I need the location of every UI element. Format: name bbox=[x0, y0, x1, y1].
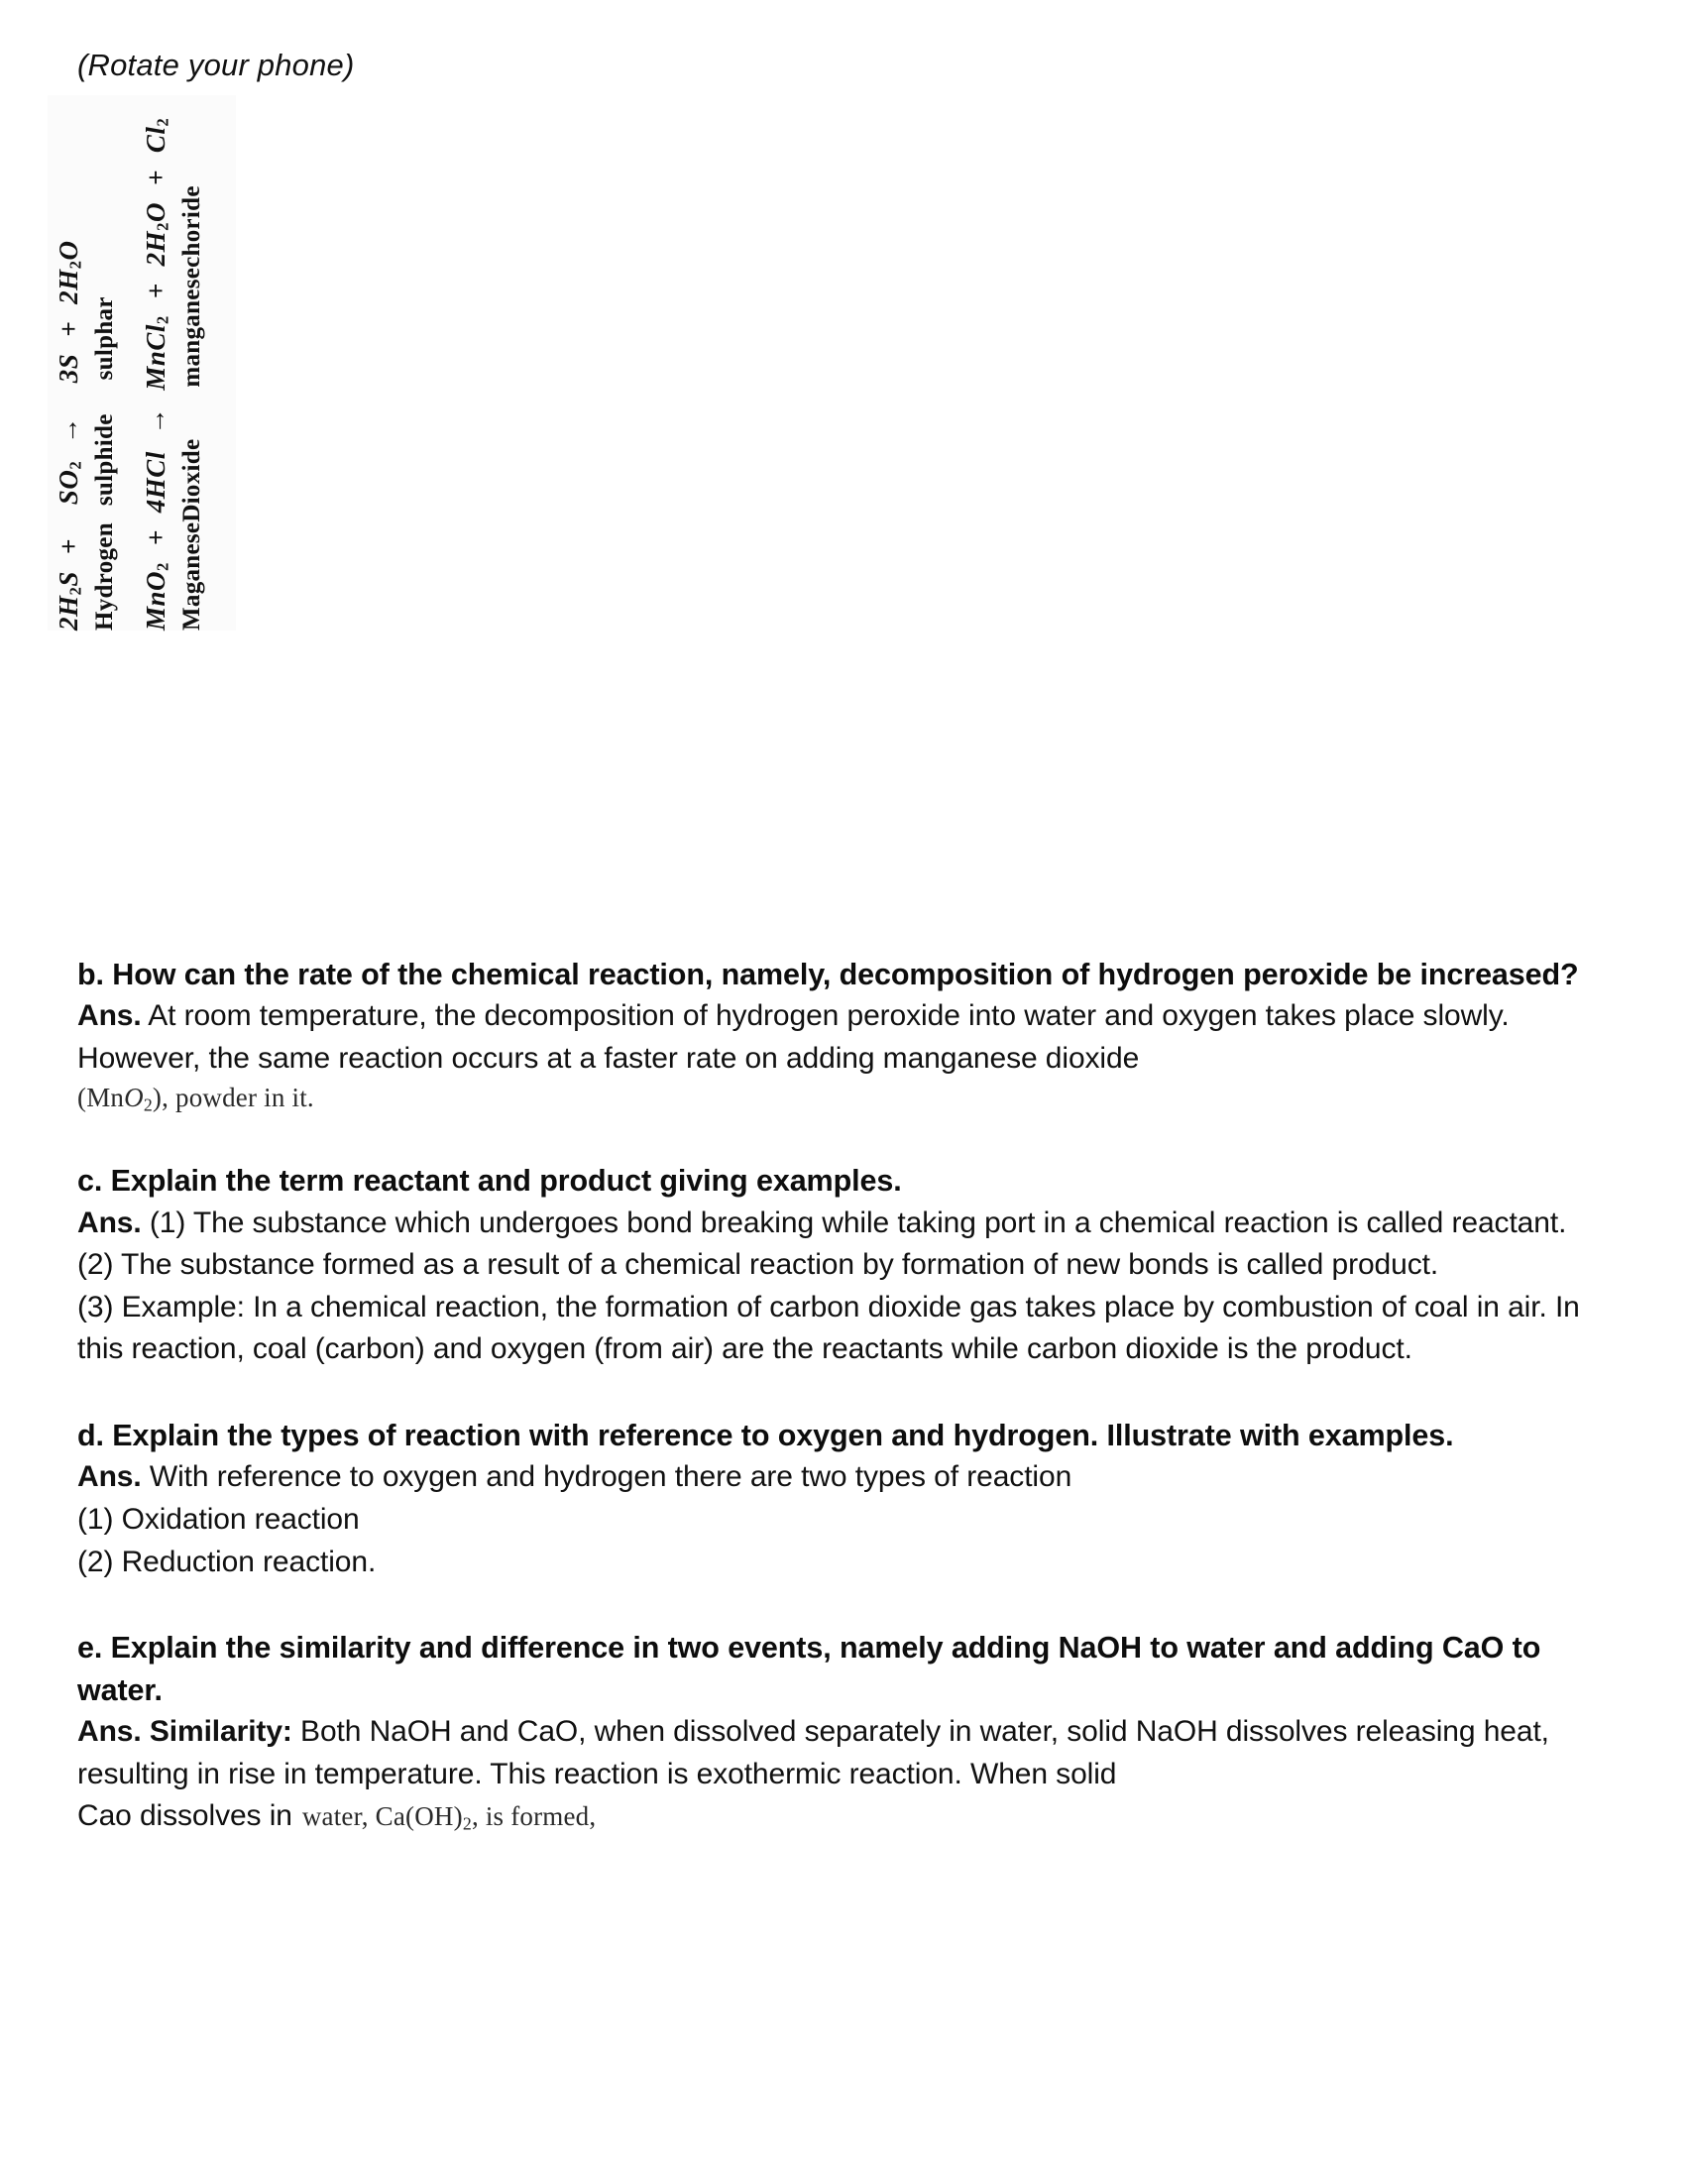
reaction-1-product-1: 3S bbox=[54, 353, 83, 384]
answer-d-text-1: With reference to oxygen and hydrogen there are two types of reaction bbox=[141, 1460, 1072, 1494]
reaction-1-product-2b: O bbox=[54, 240, 83, 261]
reaction-2-plus-3: + bbox=[141, 170, 170, 185]
answer-c-label: Ans. bbox=[77, 1206, 142, 1239]
answer-b-formula-sub: 2 bbox=[143, 1094, 153, 1115]
reaction-1-reactant-1-sub: 2 bbox=[65, 586, 85, 596]
reaction-2-names bbox=[178, 185, 206, 631]
answer-c-part-3: (3) Example: In a chemical reaction, the formation of carbon dioxide gas takes place by combustion of coal in air. In this reaction, coal (carbon) and oxygen (from air) are the reactants while carbon dioxide is the product. bbox=[77, 1290, 1580, 1366]
answer-b-formula-close: ), powder in it. bbox=[152, 1082, 314, 1112]
answer-e-text bbox=[77, 1711, 1609, 1795]
reaction-2-plus-1: + bbox=[141, 529, 170, 546]
reaction-1-name-1: Hydrogen bbox=[91, 522, 118, 631]
answer-e-formula bbox=[302, 1799, 596, 1836]
answer-e-formula-sub: 2 bbox=[462, 1813, 472, 1834]
question-e: e. Explain the similarity and difference in two events, namely adding NaOH to water and adding CaO to water. bbox=[77, 1631, 1541, 1707]
answer-e-last-line bbox=[77, 1795, 1609, 1838]
answer-b bbox=[77, 995, 1609, 1080]
answer-d-part-1 bbox=[77, 1456, 1609, 1499]
reaction-2-name-1: MaganeseDioxide bbox=[178, 438, 205, 631]
reaction-1-plus-1: + bbox=[54, 538, 83, 555]
answer-d-part-3: (2) Reduction reaction. bbox=[77, 1545, 377, 1578]
reaction-2-reactant-2: 4HCl bbox=[141, 451, 170, 514]
section-d bbox=[77, 1415, 1609, 1583]
reaction-2-plus-2: + bbox=[141, 283, 170, 299]
rotated-equation-block bbox=[48, 95, 236, 631]
answer-e-formula-open: ( bbox=[405, 1801, 415, 1832]
section-b bbox=[77, 954, 1609, 1116]
question-c: c. Explain the term reactant and product giving examples. bbox=[77, 1164, 902, 1199]
answer-e-formula-text-1: water, Ca bbox=[301, 1801, 406, 1832]
reaction-2-product-1: MnCl bbox=[141, 324, 170, 391]
reaction-2-formula bbox=[141, 118, 173, 631]
answer-e-label: Ans. Similarity: bbox=[77, 1714, 292, 1748]
reaction-1-arrow-icon: → bbox=[54, 416, 83, 444]
reaction-2-reactant-1: MnO bbox=[141, 570, 170, 631]
section-c bbox=[77, 1160, 1609, 1371]
answer-d-label: Ans. bbox=[77, 1460, 142, 1494]
section-e bbox=[77, 1627, 1609, 1838]
answer-b-formula bbox=[77, 1081, 1609, 1117]
answer-e-formula-oh: OH bbox=[414, 1801, 454, 1832]
reaction-1-name-2: sulphide bbox=[91, 413, 118, 507]
answer-e-formula-close: ) bbox=[453, 1801, 463, 1832]
answer-b-text: At room temperature, the decomposition of hydrogen peroxide into water and oxygen takes place slowly. However, the same reaction occurs at a faster rate on adding manganese dioxide bbox=[77, 999, 1510, 1075]
reaction-1-reactant-2-sub: 2 bbox=[65, 460, 85, 470]
reaction-1-plus-2: + bbox=[54, 320, 83, 337]
reaction-2-name-2: manganesechoride bbox=[178, 185, 205, 388]
reaction-2-reactant-1-sub: 2 bbox=[153, 562, 172, 571]
reaction-1-reactant-2: SO bbox=[54, 469, 83, 506]
question-d: d. Explain the types of reaction with reference to oxygen and hydrogen. Illustrate with examples. bbox=[77, 1418, 1454, 1452]
answer-e-formula-text-2: , is formed, bbox=[471, 1801, 597, 1832]
answer-b-formula-open: (Mn bbox=[77, 1082, 125, 1112]
reaction-2-product-2-sub: 2 bbox=[153, 221, 172, 231]
reaction-2-product-3-sub: 2 bbox=[153, 117, 172, 127]
reaction-1-reactant-1: 2H bbox=[54, 595, 83, 631]
answers-content bbox=[77, 954, 1609, 1838]
reaction-1-names bbox=[91, 296, 119, 631]
reaction-2-product-3: Cl bbox=[141, 126, 170, 154]
reaction-2-product-2: 2H bbox=[141, 230, 170, 267]
answer-e-tail: Cao dissolves in bbox=[77, 1799, 292, 1833]
reaction-2-arrow-icon: → bbox=[141, 406, 170, 435]
reaction-2-product-1-sub: 2 bbox=[153, 315, 172, 325]
answer-b-formula-o: O bbox=[124, 1082, 144, 1112]
reaction-1-reactant-1b: S bbox=[54, 571, 83, 587]
answer-c-part-1 bbox=[77, 1203, 1609, 1245]
reaction-1-name-3: sulphar bbox=[91, 296, 118, 381]
answer-c-text-1: (1) The substance which undergoes bond breaking while taking port in a chemical reaction is called reactant. bbox=[141, 1206, 1567, 1239]
reaction-1-formula bbox=[54, 240, 86, 631]
answer-e-body: Both NaOH and CaO, when dissolved separately in water, solid NaOH dissolves releasing heat, resulting in rise in temperature. This reaction is exothermic reaction. When solid bbox=[77, 1714, 1549, 1790]
answer-c-part-2: (2) The substance formed as a result of a chemical reaction by formation of new bonds is called product. bbox=[77, 1248, 1439, 1282]
rotate-phone-note: (Rotate your phone) bbox=[77, 48, 355, 82]
reaction-1-product-2: 2H bbox=[54, 269, 83, 304]
rotated-equation-canvas bbox=[48, 95, 236, 631]
reaction-2-product-2b: O bbox=[141, 201, 170, 222]
question-b: b. How can the rate of the chemical reaction, namely, decomposition of hydrogen peroxide be increased? bbox=[77, 958, 1579, 991]
answer-b-label: Ans. bbox=[77, 999, 142, 1033]
reaction-1-product-2-sub: 2 bbox=[65, 260, 85, 270]
answer-d-part-2: (1) Oxidation reaction bbox=[77, 1502, 360, 1536]
